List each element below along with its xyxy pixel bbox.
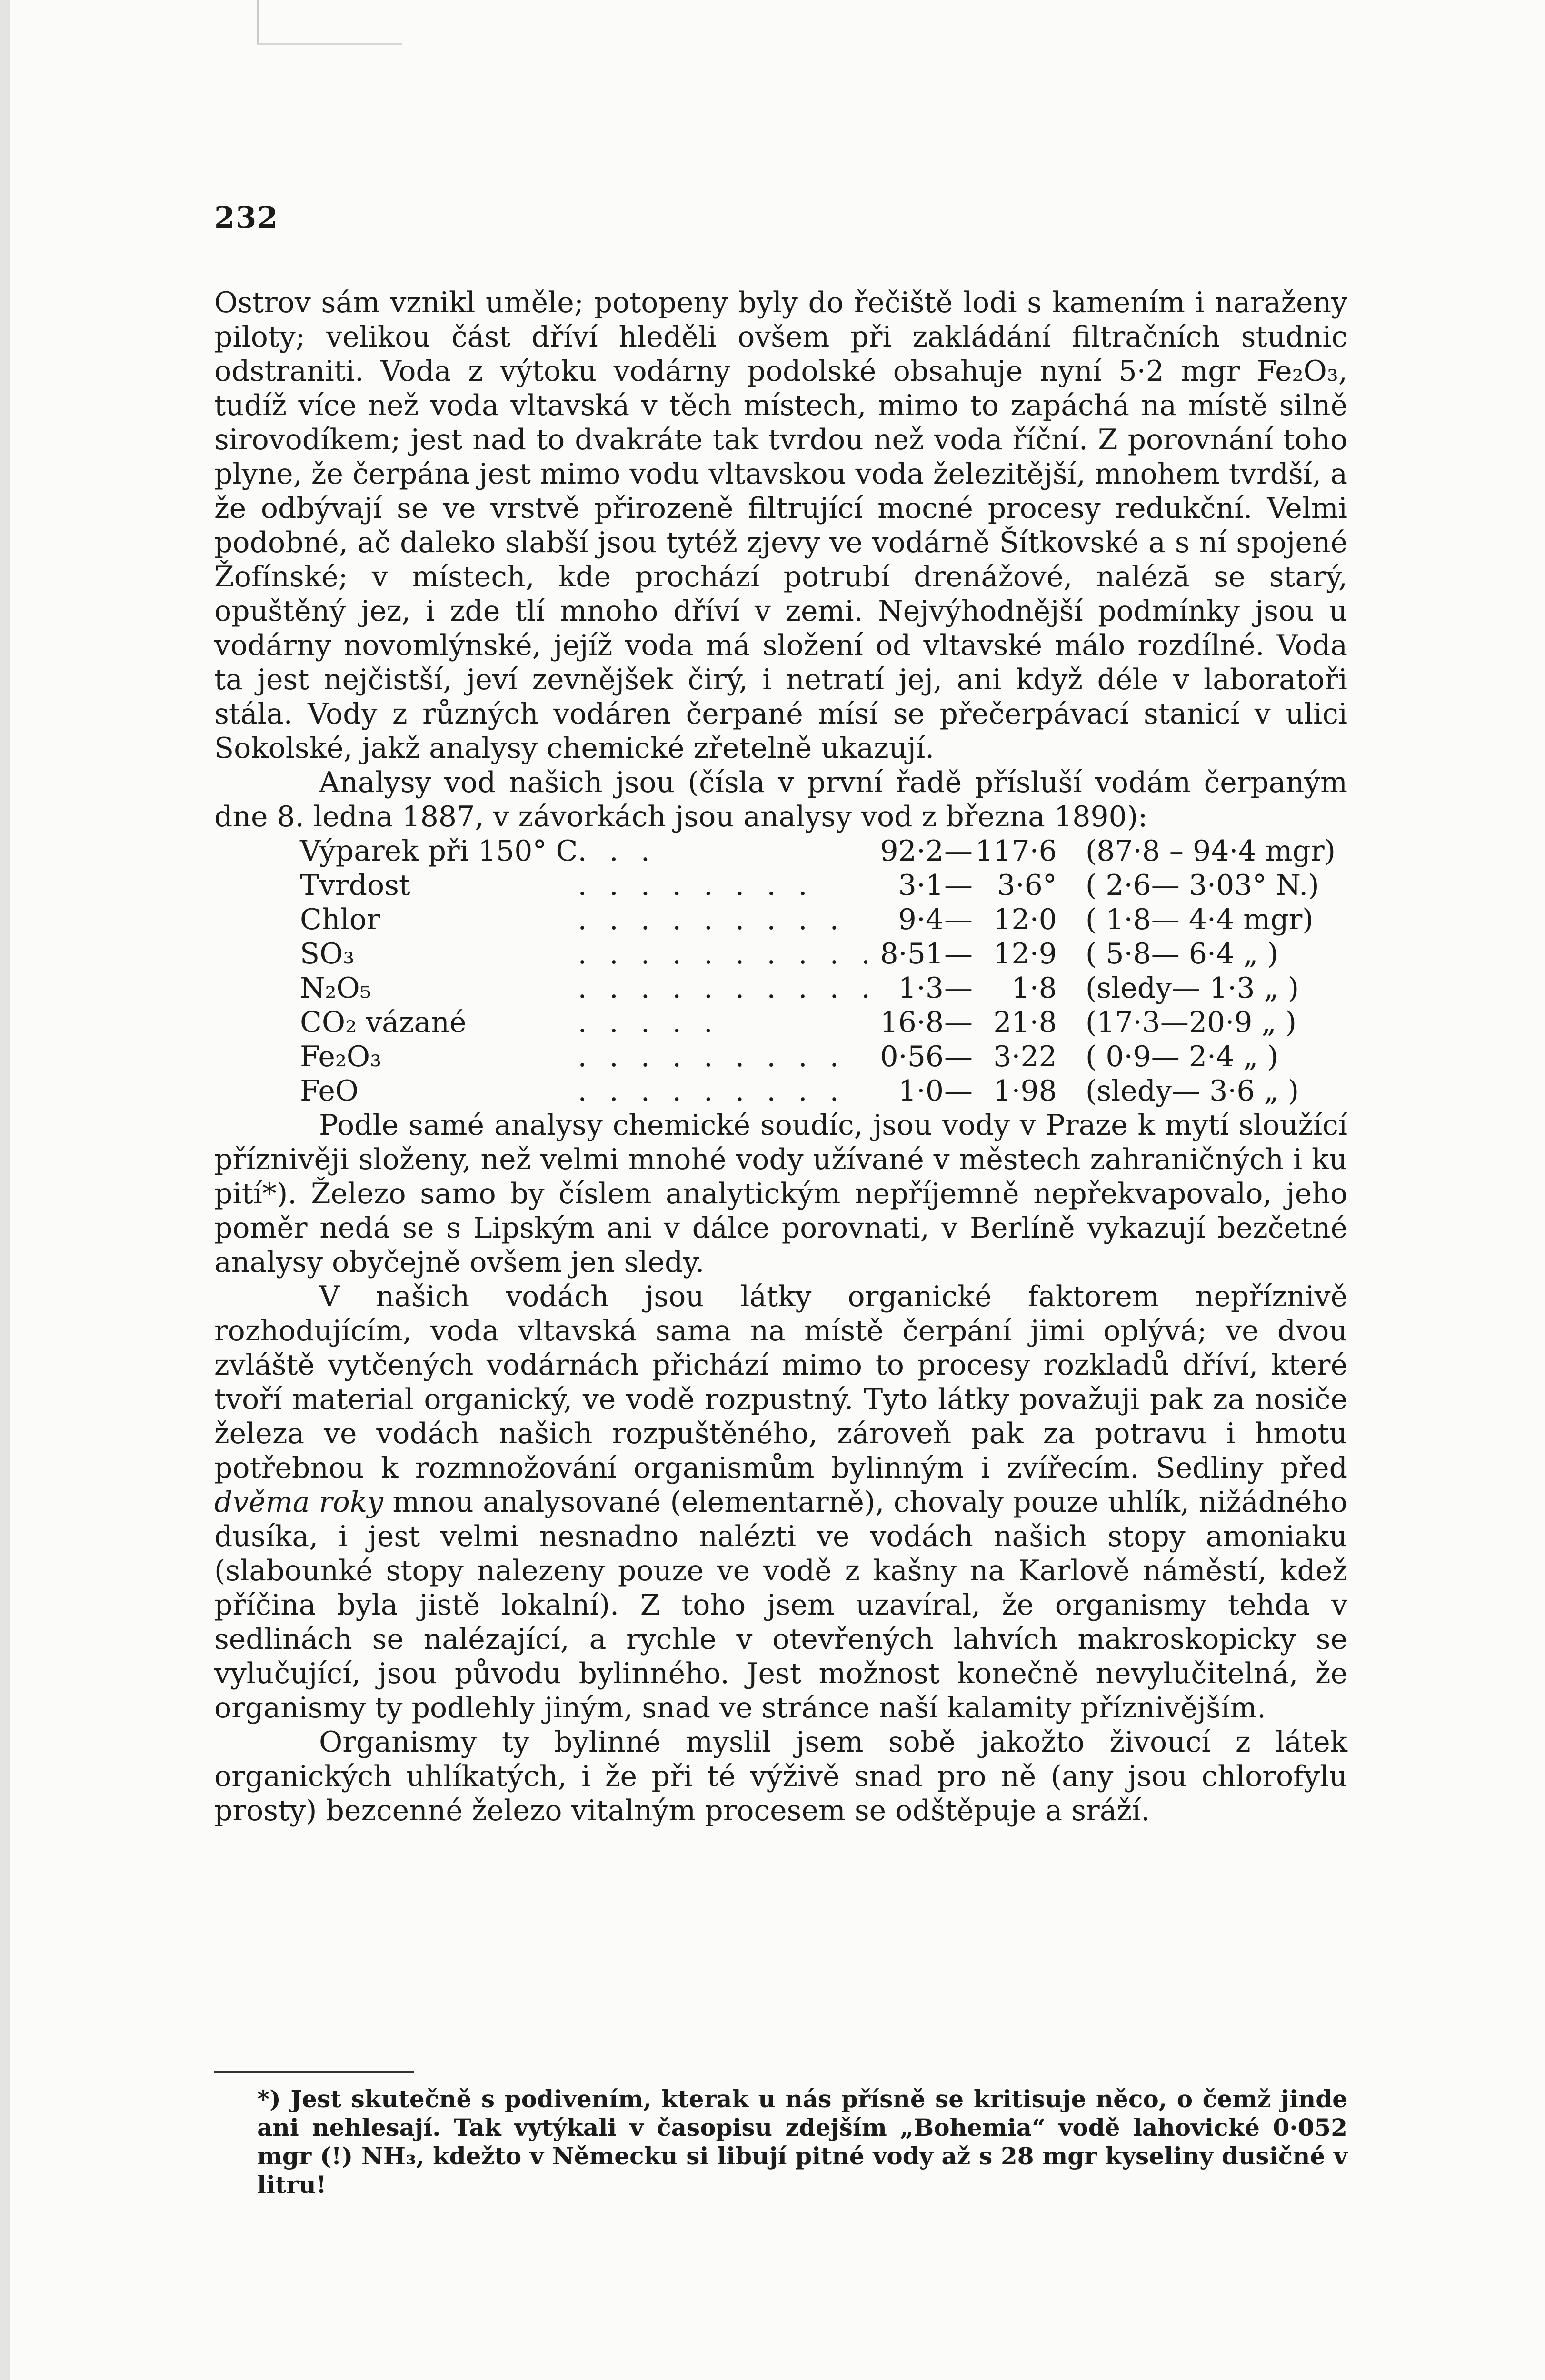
- table-cell-name: Výparek při 150° C: [300, 834, 578, 868]
- table-cell-value-1890: (sledy— 3·6 „ ): [1085, 1074, 1299, 1108]
- emphasis: dvěma roky: [214, 1486, 383, 1519]
- table-cell-dots: . . .: [578, 834, 657, 868]
- table-cell-dash: —: [944, 869, 973, 902]
- scan-corner-mark: [257, 0, 402, 45]
- table-row: [214, 971, 1347, 1005]
- table-cell-value-1887: 3·1: [898, 869, 944, 902]
- table-cell-dots: . . . . . . . . . .: [578, 972, 877, 1005]
- table-row: [214, 1074, 1347, 1108]
- table-cell-value-1887: 1·0: [898, 1074, 944, 1108]
- table-cell-value-1890: (87·8 – 94·4 mgr): [1085, 834, 1336, 868]
- table-cell-name: Tvrdost: [300, 869, 411, 902]
- analysis-table: [214, 834, 1347, 1108]
- table-row: [214, 868, 1347, 902]
- paragraph-part: V našich vodách jsou látky organické faktorem nepříznivě rozhodujícím, voda vltavská sama na místě čerpání jimi oplývá; ve dvou zvláště vytčených vodárnách přichází mimo to procesy rozkladů dříví, které tvoří material organický, ve vodě rozpustný. Tyto látky považuji pak za nosiče železa ve vodách našich rozpuštěného, zároveň pak za potravu i hmotu potřebnou k rozmnožování organismům bylinným i zvířecím. Sedliny před: [214, 1280, 1347, 1485]
- table-intro: Analysy vod našich jsou (čísla v první řadě přísluší vodám čerpaným dne 8. ledna 1887, v závorkách jsou analysy vod z března 1890):: [214, 766, 1347, 833]
- table-cell-value-max: 3·6°: [997, 869, 1057, 902]
- table-row: [214, 834, 1347, 868]
- table-cell-value-1887: 1·3: [898, 972, 944, 1005]
- table-cell-dash: —: [944, 834, 973, 868]
- table-cell-dots: . . . . . . . . . .: [578, 937, 877, 971]
- table-cell-name: FeO: [300, 1074, 359, 1108]
- footnote: [257, 2085, 1347, 2199]
- table-cell-dash: —: [944, 1074, 973, 1108]
- table-cell-dots: . . . . . . . . .: [578, 1040, 846, 1073]
- table-cell-name: Fe₂O₃: [300, 1040, 382, 1073]
- table-cell-dash: —: [944, 972, 973, 1005]
- table-cell-value-1887: 0·56: [880, 1040, 944, 1073]
- table-cell-value-1890: ( 5·8— 6·4 „ ): [1085, 937, 1278, 971]
- table-cell-value-max: 12·9: [993, 937, 1057, 971]
- table-cell-name: SO₃: [300, 937, 355, 971]
- paragraph-part: mnou analysované (elementarně), chovaly pouze uhlík, nižádného dusíka, i jest velmi nesnadno nalézti ve vodách našich stopy amoniaku (slabounké stopy nalezeny pouze ve vodě z kašny na Karlově náměstí, kdež příčina byla jistě lokalní). Z toho jsem uzavíral, že organismy tehda v sedlinách se nalézající, a rychle v otevřených lahvích makroskopicky se vylučující, jsou původu bylinného. Jest možnost konečně nevylučitelná, že organismy ty podlehly jiným, snad ve stránce naší kalamity příznivějším.: [214, 1486, 1348, 1725]
- table-cell-value-max: 3·22: [993, 1040, 1057, 1073]
- table-cell-name: Chlor: [300, 903, 380, 936]
- footnote-rule: [214, 2071, 414, 2073]
- table-cell-value-max: 1·98: [993, 1074, 1057, 1108]
- table-cell-name: N₂O₅: [300, 972, 371, 1005]
- table-cell-dots: . . . . . . . . .: [578, 1074, 846, 1108]
- table-cell-value-1890: (sledy— 1·3 „ ): [1085, 972, 1299, 1005]
- table-cell-value-1890: ( 0·9— 2·4 „ ): [1085, 1040, 1278, 1073]
- table-cell-value-1887: 92·2: [880, 834, 944, 868]
- table-cell-value-max: 1·8: [1011, 972, 1057, 1005]
- scan-left-edge: [0, 0, 10, 2380]
- paragraph: Ostrov sám vznikl uměle; potopeny byly do řečiště lodi s kamením i naraženy piloty; velikou část dříví hleděli ovšem při zakládání filtračních studnic odstraniti. Voda z výtoku vodárny podolské obsahuje nyní 5·2 mgr Fe₂O₃, tudíž více než voda vltavská v těch místech, mimo to zapáchá na místě silně sirovodíkem; jest nad to dvakráte tak tvrdou než voda říční. Z porovnání toho plyne, že čerpána jest mimo vodu vltavskou voda železitější, mnohem tvrdší, a že odbývají se ve vrstvě přirozeně filtrující mocné procesy redukční. Velmi podobné, ač daleko slabší jsou tytéž zjevy ve vodárně Šítkovské a s ní spojené Žofínské; v místech, kde prochází potrubí drenážové, naléză se starý, opuštěný jez, i zde tlí mnoho dříví v zemi. Nejvýhodnější podmínky jsou u vodárny novomlýnské, jejíž voda má složení od vltavské málo rozdílné. Voda ta jest nejčistší, jeví zevnějšek čirý, i netratí jej, ani když déle v laboratoři stála. Vody z různých vodáren čerpané mísí se přečerpávací stanicí v ulici Sokolské, jakž analysy chemické zřetelně ukazují.: [214, 286, 1347, 765]
- table-cell-value-1890: (17·3—20·9 „ ): [1085, 1006, 1297, 1039]
- table-cell-value-1887: 16·8: [880, 1006, 944, 1039]
- table-row: [214, 1005, 1347, 1040]
- table-cell-value-1890: ( 1·8— 4·4 mgr): [1085, 903, 1314, 936]
- table-row: [214, 937, 1347, 971]
- main-text: [214, 286, 1347, 1828]
- paragraph: [214, 1279, 1347, 1725]
- table-cell-value-max: 117·6: [975, 834, 1057, 868]
- table-cell-dash: —: [944, 1040, 973, 1073]
- table-cell-value-1887: 8·51: [880, 937, 944, 971]
- table-cell-dash: —: [944, 937, 973, 971]
- table-cell-dots: . . . . . . . .: [578, 869, 814, 902]
- table-cell-value-1890: ( 2·6— 3·03° N.): [1085, 869, 1319, 902]
- table-row: [214, 1040, 1347, 1074]
- table-cell-dash: —: [944, 903, 973, 936]
- table-cell-value-1887: 9·4: [898, 903, 944, 936]
- table-cell-dots: . . . . .: [578, 1006, 720, 1039]
- paragraph: Organismy ty bylinné myslil jsem sobě jakožto živoucí z látek organických uhlíkatých, i že při té výživě snad pro ně (any jsou chlorofylu prosty) bezcenné železo vitalným procesem se odštěpuje a sráží.: [214, 1726, 1347, 1827]
- table-cell-dash: —: [944, 1006, 973, 1039]
- table-cell-dots: . . . . . . . . .: [578, 903, 846, 936]
- table-row: [214, 902, 1347, 937]
- footnote-text: *) Jest skutečně s podivením, kterak u nás přísně se kritisuje něco, o čemž jinde ani nehlesají. Tak vytýkali v časopisu zdejším „Bohemia“ vodě lahovické 0·052 mgr (!) NH₃, kdežto v Německu si libují pitné vody až s 28 mgr kyseliny dusičné v litru!: [257, 2085, 1347, 2199]
- table-cell-name: CO₂ vázané: [300, 1006, 467, 1039]
- table-cell-value-max: 12·0: [993, 903, 1057, 936]
- page-number: 232: [214, 200, 279, 235]
- table-cell-value-max: 21·8: [993, 1006, 1057, 1039]
- paragraph: Podle samé analysy chemické soudíc, jsou vody v Praze k mytí sloužící příznivěji složeny, než velmi mnohé vody užívané v městech zahraničných i ku pití*). Železo samo by číslem analytickým nepříjemně nepřekvapovalo, jeho poměr nedá se s Lipským ani v dálce porovnati, v Berlíně vykazují bezčetné analysy obyčejně ovšem jen sledy.: [214, 1109, 1347, 1279]
